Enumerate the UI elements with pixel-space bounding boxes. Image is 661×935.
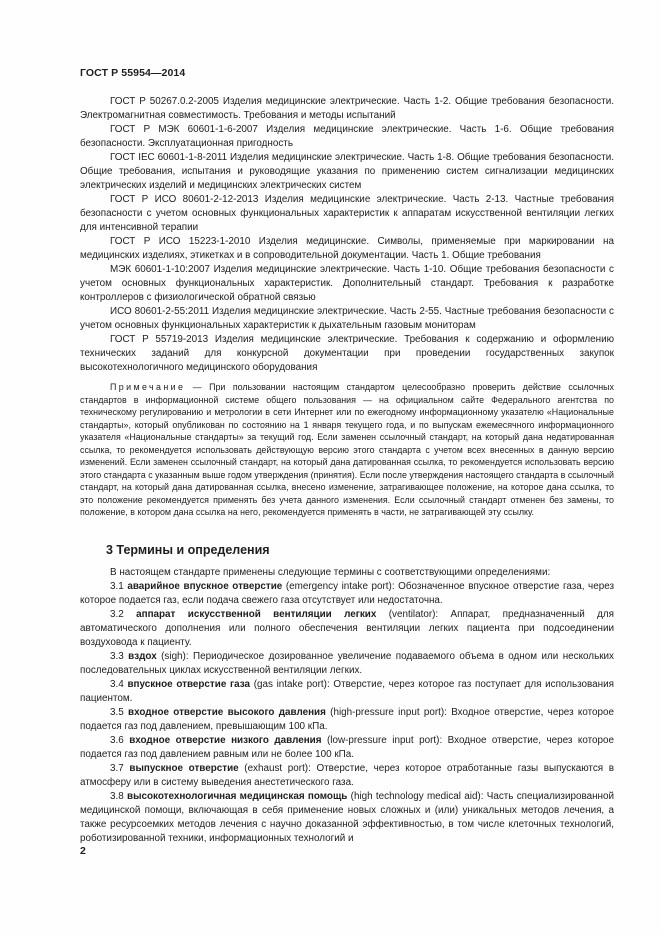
term-text: (low-pressure input port): Входное отверстие, через которое подается газ под давлением равным или не более 100 кПа.	[80, 734, 614, 760]
section-intro: В настоящем стандарте применены следующие термины с соответствующими определениями:	[110, 566, 551, 578]
term-number: 3.5	[110, 706, 129, 718]
reference-item: ИСО 80601-2-55:2011 Изделия медицинские электрические. Часть 2-55. Частные требования безопасности с учетом основных функциональных характеристик к дыхательным газовым мониторам	[80, 306, 614, 331]
term-name: аварийное впускное отверстие	[127, 580, 283, 592]
term-name: вздох	[128, 650, 157, 662]
reference-item: ГОСТ Р 50267.0.2-2005 Изделия медицинские электрические. Часть 1-2. Общие требования безопасности. Электромагнитная совместимость. Требования и методы испытаний	[80, 96, 614, 121]
reference-item: ГОСТ Р МЭК 60601-1-6-2007 Изделия медицинские электрические. Часть 1-6. Общие требования безопасности. Эксплуатационная пригодность	[80, 124, 614, 149]
term-name: выпускное отверстие	[129, 762, 239, 774]
term-text: (gas intake port): Отверстие, через которое газ поступает для использования пациентом.	[80, 678, 614, 704]
reference-item: ГОСТ Р 55719-2013 Изделия медицинские электрические. Требования к содержанию и оформлению технических заданий для конкурсной документации при проведении государственных закупок высокотехнологичного медицинского оборудования	[80, 334, 614, 373]
term-name: высокотехнологичная медицинская помощь	[127, 790, 348, 802]
term-number: 3.6	[110, 734, 130, 746]
document-body	[80, 95, 614, 846]
term-definition	[80, 580, 614, 608]
term-name: аппарат искусственной вентиляции легких	[136, 608, 377, 620]
note-label: Примечание	[110, 382, 186, 392]
term-number: 3.4	[110, 678, 128, 690]
term-name: входное отверстие высокого давления	[128, 706, 326, 718]
note-text: — При пользовании настоящим стандартом целесообразно проверить действие ссылочных стандартов в информационной системе общего пользования — на официальном сайте Федерального агентства по техническому регулированию и метрологии в сети Интернет или по ежегодному информационному указателю «Национальные стандарты», который опубликован по состоянию на 1 января текущего года, и по выпускам ежемесячного информационного указателя «Национальные стандарты» за текущий год. Если заменен ссылочный стандарт, на который дана недатированная ссылка, то рекомендуется использовать действующую версию этого стандарта с учетом всех внесенных в данную версию изменений. Если заменен ссылочный стандарт, на который дана датированная ссылка, то рекомендуется использовать версию этого стандарта с указанным выше годом утверждения (принятия). Если после утверждения настоящего стандарта в ссылочный стандарт, на который дана датированная ссылка, внесено изменение, затрагивающее положение, на которое дана ссылка, то это положение рекомендуется применять без учета данного изменения. Если ссылочный стандарт отменен без замены, то положение, в котором дана ссылка на него, рекомендуется применять в части, не затрагивающей эту ссылку.	[80, 382, 614, 517]
term-definition	[80, 608, 614, 650]
term-text: (ventilator): Аппарат, предназначенный для автоматического дополнения или полного обеспечения вентиляции легких пациента при подсоединении воздуховода к пациенту.	[80, 608, 614, 648]
term-text: (high technology medical aid): Часть специализированной медицинской помощи, включающая в себя применение новых сложных и (или) уникальных методов лечения, а также ресурсоемких методов лечения с научно доказанной эффективностью, в том числе клеточных технологий, роботизированной техники, информационных технологий и	[80, 790, 614, 844]
note-paragraph	[80, 381, 614, 519]
term-definition	[80, 790, 614, 846]
term-text: (exhaust port): Отверстие, через которое отработанные газы выпускаются в атмосферу или в систему выведения анестетического газа.	[80, 762, 614, 788]
section-title: 3 Термины и определения	[106, 542, 270, 557]
term-definition	[80, 706, 614, 734]
term-number: 3.7	[110, 762, 130, 774]
reference-item: ГОСТ Р ИСО 80601-2-12-2013 Изделия медицинские электрические. Часть 2-13. Частные требования безопасности с учетом основных функциональных характеристик к аппаратам искусственной вентиляции легких для интенсивной терапии	[80, 194, 614, 233]
term-number: 3.2	[110, 608, 137, 620]
reference-item: МЭК 60601-1-10:2007 Изделия медицинские электрические. Часть 1-10. Общие требования безопасности с учетом основных функциональных характеристик. Дополнительный стандарт. Требования к разработке контроллеров с физиологической обратной связью	[80, 264, 614, 303]
term-name: впускное отверстие газа	[127, 678, 251, 690]
term-name: входное отверстие низкого давления	[129, 734, 322, 746]
term-text: (high-pressure input port): Входное отверстие, через которое подается газ под давлением, превышающим 100 кПа.	[80, 706, 614, 732]
document-header: ГОСТ Р 55954—2014	[80, 67, 186, 79]
reference-item: ГОСТ Р ИСО 15223-1-2010 Изделия медицинские. Символы, применяемые при маркировании на медицинских изделиях, этикетках и в сопроводительной документации. Часть 1. Общие требования	[80, 236, 614, 261]
term-text: (sigh): Периодическое дозированное увеличение подаваемого объема в одном или нескольких последовательных циклах искусственной вентиляции легких.	[80, 650, 614, 676]
term-definition	[80, 762, 614, 790]
reference-item: ГОСТ IEC 60601-1-8-2011 Изделия медицинские электрические. Часть 1-8. Общие требования безопасности. Общие требования, испытания и руководящие указания по применению систем сигнализации медицинских электрических изделий и медицинских электрических систем	[80, 152, 614, 191]
term-definition	[80, 650, 614, 678]
term-number: 3.1	[110, 580, 128, 592]
term-definition	[80, 734, 614, 762]
term-number: 3.8	[110, 790, 128, 802]
term-text: (emergency intake port): Обозначенное впускное отверстие газа, через которое подается газ, если подача свежего газа отсутствует или недостаточна.	[80, 580, 614, 606]
term-number: 3.3	[110, 650, 129, 662]
page-number: 2	[80, 845, 86, 857]
term-definition	[80, 678, 614, 706]
